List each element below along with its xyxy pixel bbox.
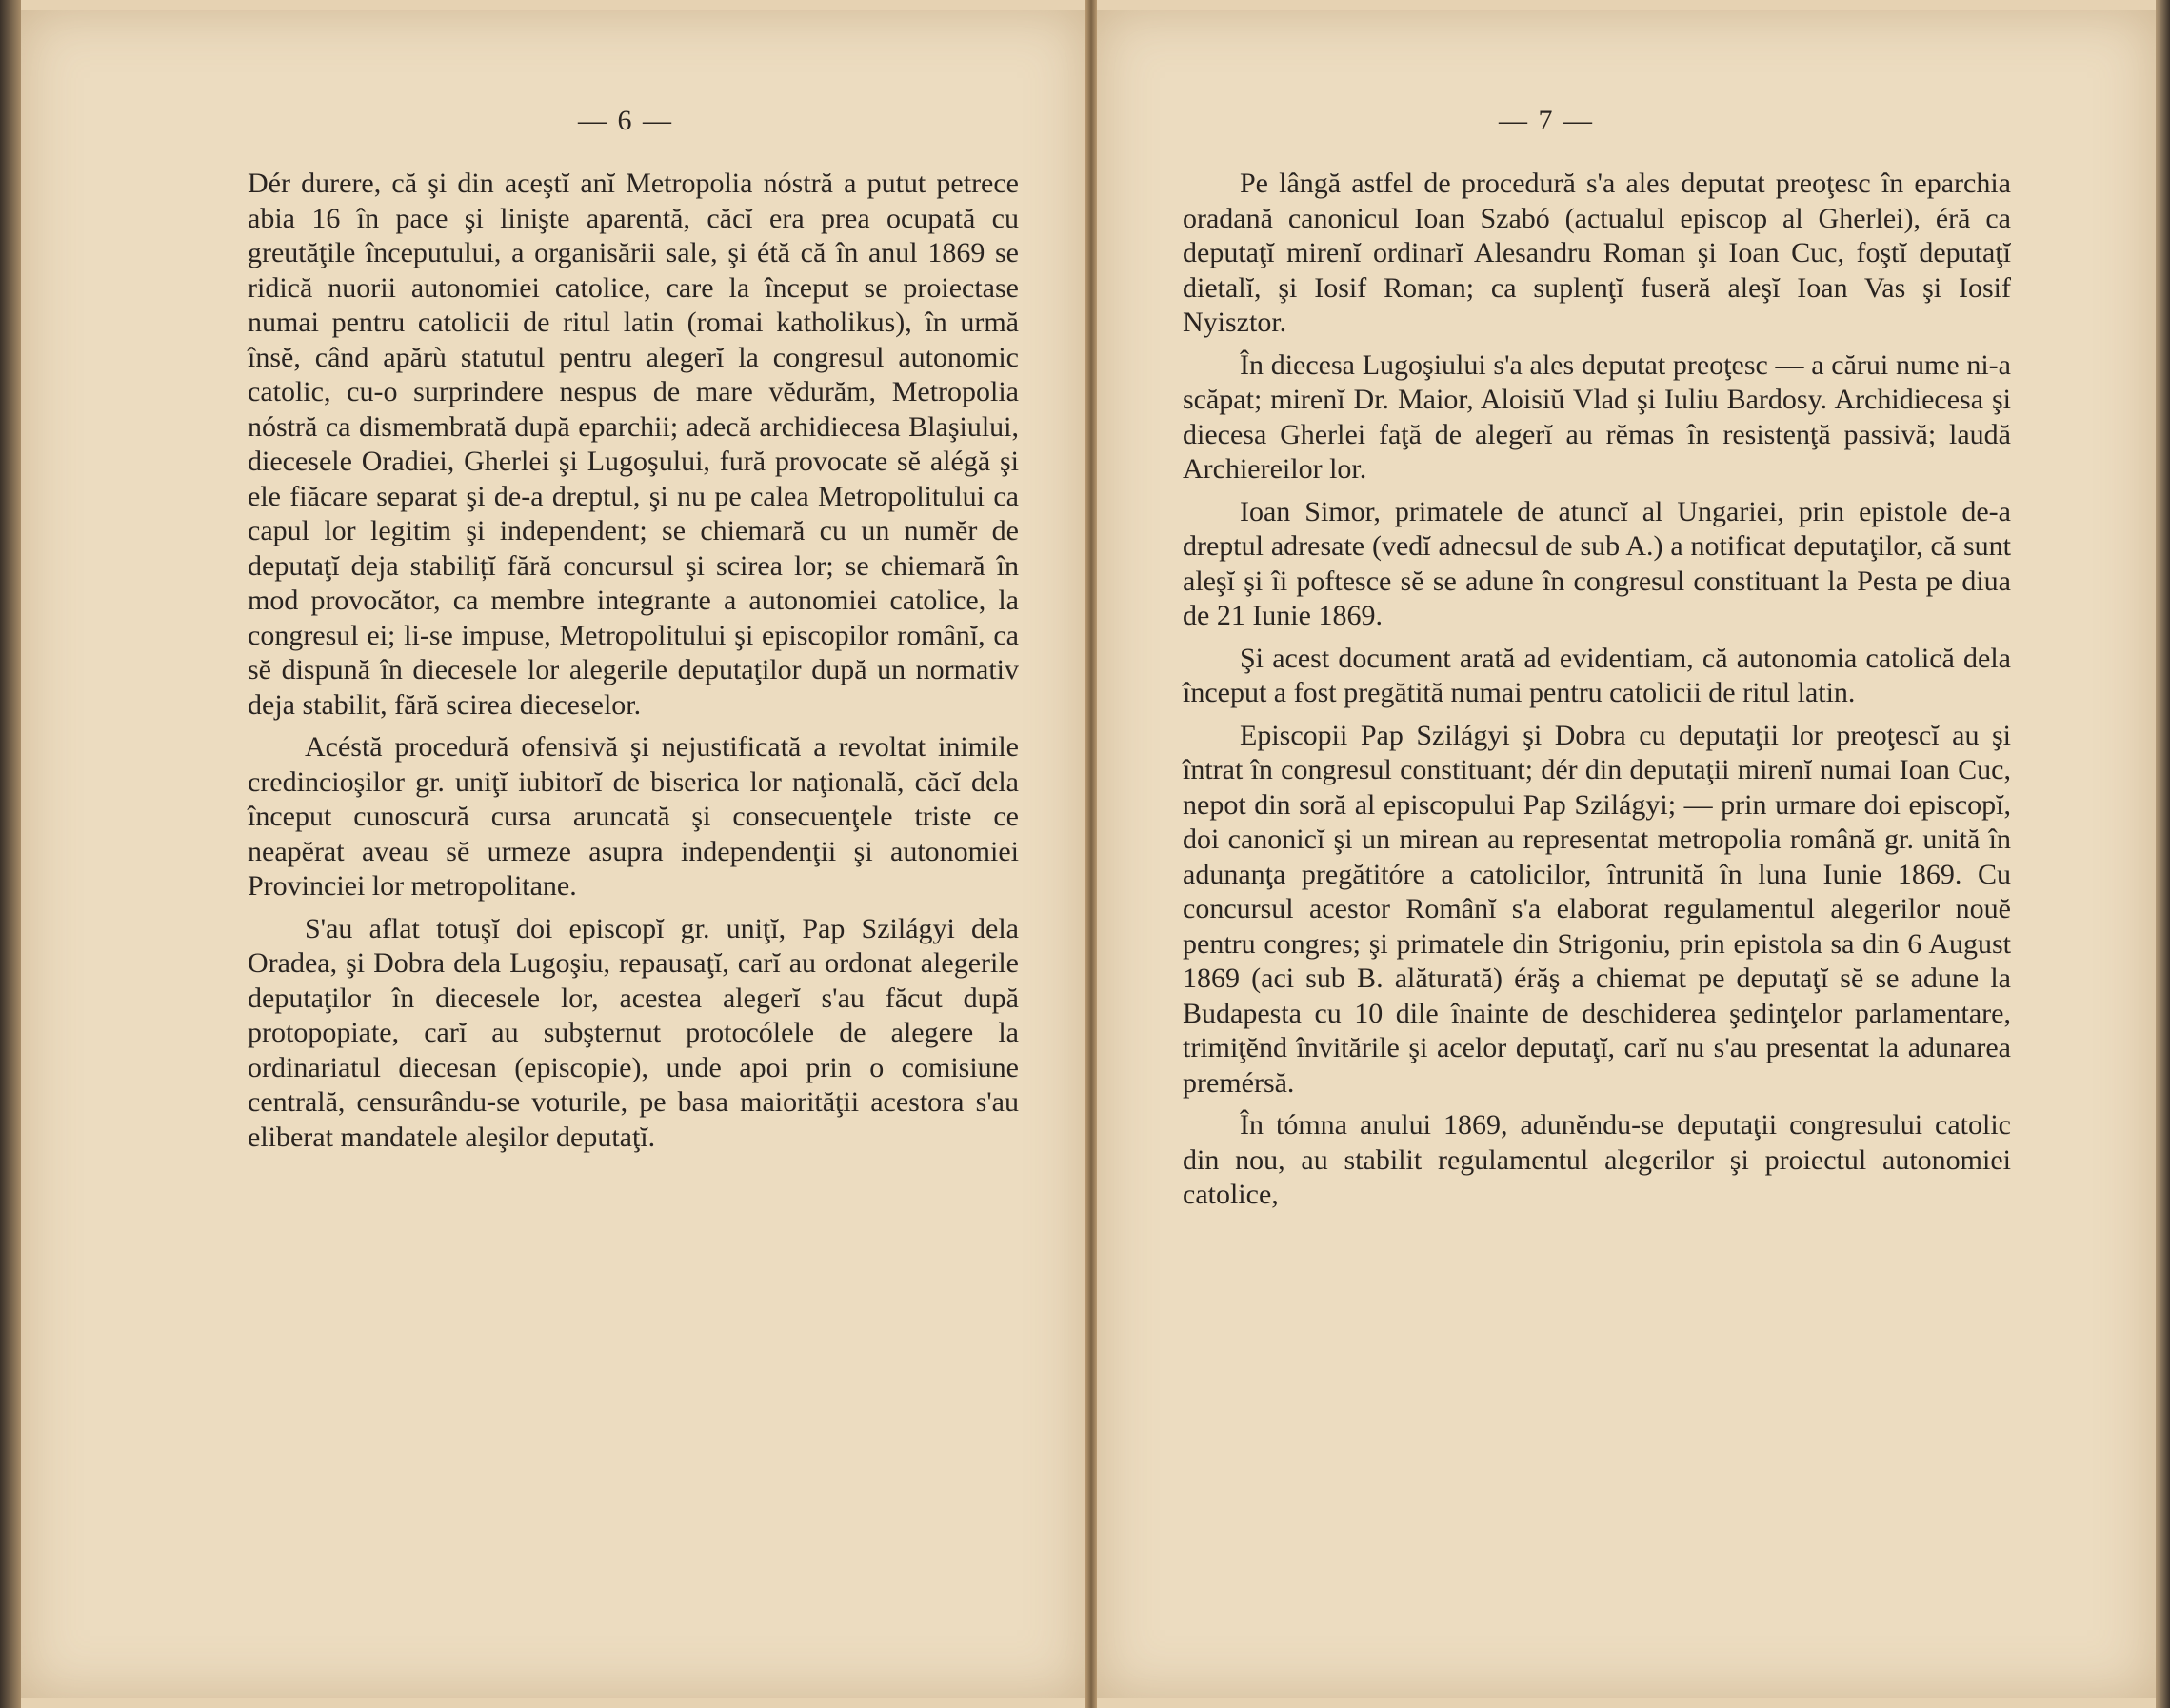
- right-paragraph-1: Pe lângă astfel de procedură s'a ales deputat preoţesc în eparchia oradană canonicul Ioan Szabó (actualul episcop al Gherlei), éră ca deputaţĭ mirenĭ ordinarĭ Alesandru Roman şi Ioan Cuc, foştĭ deputaţĭ dietalĭ, şi Iosif Roman; ca suplenţĭ fuseră aleşĭ Ioan Vas şi Iosif Nyisztor.: [1183, 168, 2011, 338]
- page-number-right: — 7 —: [1499, 105, 1594, 136]
- right-paragraph-6: În tómna anului 1869, adunĕndu-se deputaţii congresului catolic din nou, au stabilit regulamentul alegerilor şi proiectul autonomiei catolice,: [1183, 1109, 2011, 1210]
- left-page-body: [248, 167, 1019, 1162]
- left-paragraph-3: S'au aflat totuşĭ doi episcopĭ gr. uniţĭ, Pap Szilágyi dela Oradea, şi Dobra dela Lugoşiu, repausaţĭ, carĭ au ordonat alegerile deputaţilor în diecesele lor, acestea alegerĭ s'au făcut după protopopiate, carĭ au subşternut protocólele de alegere la ordinariatul diecesan (episcopie), unde apoi prin o comisiune centrală, censurându-se voturile, pe basa maiorităţii acestora s'au eliberat mandatele aleşilor deputaţĭ.: [248, 912, 1019, 1153]
- right-paragraph-5: Episcopii Pap Szilágyi şi Dobra cu deputaţii lor preoţescĭ au şi întrat în congresul constituant; dér din deputaţii mirenĭ numai Ioan Cuc, nepot din soră al episcopului Pap Szilágyi; — prin urmare doi episcopĭ, doi canonicĭ şi un mirean au representat metropolia română gr. unită în adunanţa pregătitóre a catolicilor, întrunită în luna Iunie 1869. Cu concursul acestor Românĭ s'a elaborat regulamentul alegerilor nouĕ pentru congres; şi primatele din Strigoniu, prin epistola sa din 6 August 1869 (aci sub B. alăturată) érăş a chiemat pe deputaţĭ sĕ se adune la Budapesta cu 10 dile înainte de deschiderea şedinţelor parlamentare, trimiţĕnd învitările şi acelor deputaţĭ, carĭ nu s'au presentat la adunarea premérsă.: [1183, 719, 2011, 1099]
- book-edge-left: [0, 0, 21, 1708]
- left-paragraph-2: Acéstă procedură ofensivă şi nejustificată a revoltat inimile credincioşilor gr. uniţĭ iubitorĭ de biserica lor naţională, căcĭ dela început cunoscură cursa aruncată şi consecuenţele triste ce neapĕrat aveau sĕ urmeze asupra independenţii şi autonomiei Provinciei lor metropolitane.: [248, 731, 1019, 902]
- book-gutter: [1085, 0, 1097, 1708]
- left-page: [21, 10, 1086, 1698]
- page-number-left: — 6 —: [578, 105, 673, 136]
- right-paragraph-2: În diecesa Lugoşiului s'a ales deputat preoţesc — a cărui nume ni-a scăpat; mirenĭ Dr. Maior, Aloisiŭ Vlad şi Iuliu Bardosy. Archidiecesa şi diecesa Gherlei faţă de alegerĭ au rĕmas în resistenţă passivă; laudă Archiereilor lor.: [1183, 348, 2011, 485]
- right-page-body: [1183, 167, 2011, 1221]
- left-paragraph-1: Dér durere, că şi din aceştĭ anĭ Metropolia nóstră a putut petrece abia 16 în pace şi linişte aparentă, căcĭ era prea ocupată cu greutăţile începutului, a organisării sale, şi étă că în anul 1869 se ridică nuorii autonomiei catolice, care la început se proiectase numai pentru catolicii de ritul latin (romai katholikus), în urmă însĕ, când apărù statutul pentru alegerĭ la congresul autonomic catolic, cu-o surprindere nespus de mare vĕdurăm, Metropolia nóstră ca dismembrată după eparchii; adecă archidiecesa Blaşiului, diecesele Oradiei, Gherlei şi Lugoşului, fură provocate sĕ alégă şi ele fiăcare separat şi de-a dreptul, şi nu pe calea Metropolitului ca capul lor legitim şi independent; se chiemară cu un numĕr de deputaţĭ deja stabilițĭ fără concursul şi scirea lor; se chiemară în mod provocător, ca membre integrante a autonomiei catolice, la congresul ei; li-se impuse, Metropolitului şi episcopilor românĭ, ca sĕ dispună în diecesele lor alegerile deputaţilor după un normativ deja stabilit, fără scirea dieceselor.: [248, 168, 1019, 721]
- right-page: [1097, 10, 2156, 1698]
- right-paragraph-4: Şi acest document arată ad evidentiam, că autonomia catolică dela început a fost pregătită numai pentru catolicii de ritul latin.: [1183, 642, 2011, 708]
- book-edge-right: [2156, 0, 2170, 1708]
- right-paragraph-3: Ioan Simor, primatele de atuncĭ al Ungariei, prin epistole de-a dreptul adresate (vedĭ adnecsul de sub A.) a notificat deputaţilor, că sunt aleşĭ şi îi poftesce sĕ se adune în congresul constituant la Pesta pe diua de 21 Iunie 1869.: [1183, 495, 2011, 631]
